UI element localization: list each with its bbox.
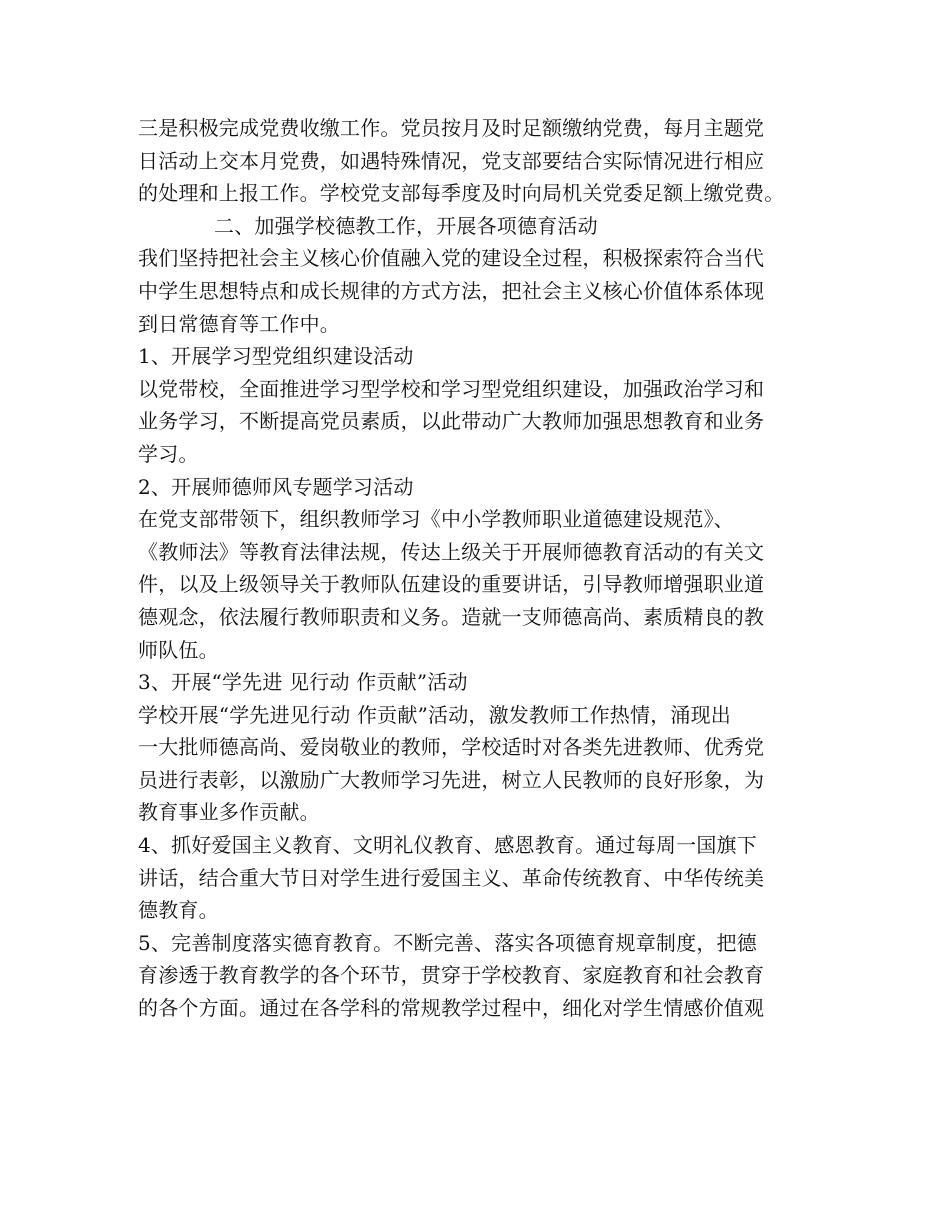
text-line: 育渗透于教育教学的各个环节，贯穿于学校教育、家庭教育和社会教育	[138, 963, 765, 988]
heading-text: 二、加强学校德教工作，开展各项德育活动	[214, 213, 598, 238]
paragraph-patriotism	[138, 829, 838, 927]
text-line: 师队伍。	[138, 637, 219, 662]
document-body	[138, 112, 838, 1025]
text-line: 德教育。	[138, 898, 219, 923]
text-line: 4、抓好爱国主义教育、文明礼仪教育、感恩教育。通过每周一国旗下	[138, 833, 757, 858]
text-line: 我们坚持把社会主义核心价值融入党的建设全过程，积极探索符合当代	[138, 246, 765, 271]
text-line: 讲话，结合重大节日对学生进行爱国主义、革命传统教育、中华传统美	[138, 865, 765, 890]
text-line: 的处理和上报工作。学校党支部每季度及时向局机关党委足额上缴党费。	[138, 181, 785, 206]
paragraph-core-values	[138, 242, 838, 340]
sub-heading-2	[138, 471, 838, 504]
heading-text: 1、开展学习型党组织建设活动	[138, 344, 414, 369]
paragraph-moral-system	[138, 927, 838, 1025]
text-line: 日活动上交本月党费，如遇特殊情况，党支部要结合实际情况进行相应	[138, 148, 765, 173]
text-line: 在党支部带领下，组织教师学习《中小学教师职业道德建设规范》、	[138, 507, 734, 532]
text-line: 件，以及上级领导关于教师队伍建设的重要讲话，引导教师增强职业道	[138, 572, 765, 597]
paragraph-teacher-ethics	[138, 503, 838, 666]
sub-heading-3	[138, 666, 838, 699]
text-line: 到日常德育等工作中。	[138, 311, 340, 336]
text-line: 教育事业多作贡献。	[138, 800, 320, 825]
text-line: 以党带校，全面推进学习型学校和学习型党组织建设，加强政治学习和	[138, 376, 765, 401]
paragraph-party-fee	[138, 112, 838, 210]
text-line: 中学生思想特点和成长规律的方式方法，把社会主义核心价值体系体现	[138, 278, 765, 303]
text-line: 员进行表彰，以激励广大教师学习先进，树立人民教师的良好形象，为	[138, 767, 765, 792]
sub-heading-1	[138, 340, 838, 373]
text-line: 的各个方面。通过在各学科的常规教学过程中，细化对学生情感价值观	[138, 996, 765, 1021]
section-heading	[138, 210, 838, 243]
text-line: 5、完善制度落实德育教育。不断完善、落实各项德育规章制度，把德	[138, 930, 757, 955]
paragraph-learning-org	[138, 373, 838, 471]
text-line: 《教师法》等教育法律法规，传达上级关于开展师德教育活动的有关文	[138, 539, 765, 564]
text-line: 业务学习，不断提高党员素质，以此带动广大教师加强思想教育和业务	[138, 409, 765, 434]
text-line: 学校开展“学先进见行动 作贡献”活动，激发教师工作热情，涌现出	[138, 702, 732, 727]
paragraph-learn-advanced	[138, 699, 838, 829]
text-line: 三是积极完成党费收缴工作。党员按月及时足额缴纳党费，每月主题党	[138, 116, 765, 140]
heading-text: 2、开展师德师风专题学习活动	[138, 474, 414, 499]
text-line: 德观念，依法履行教师职责和义务。造就一支师德高尚、素质精良的教	[138, 604, 765, 629]
text-line: 学习。	[138, 441, 199, 466]
text-line: 一大批师德高尚、爱岗敬业的教师，学校适时对各类先进教师、优秀党	[138, 735, 765, 760]
heading-text: 3、开展“学先进 见行动 作贡献”活动	[138, 670, 468, 695]
